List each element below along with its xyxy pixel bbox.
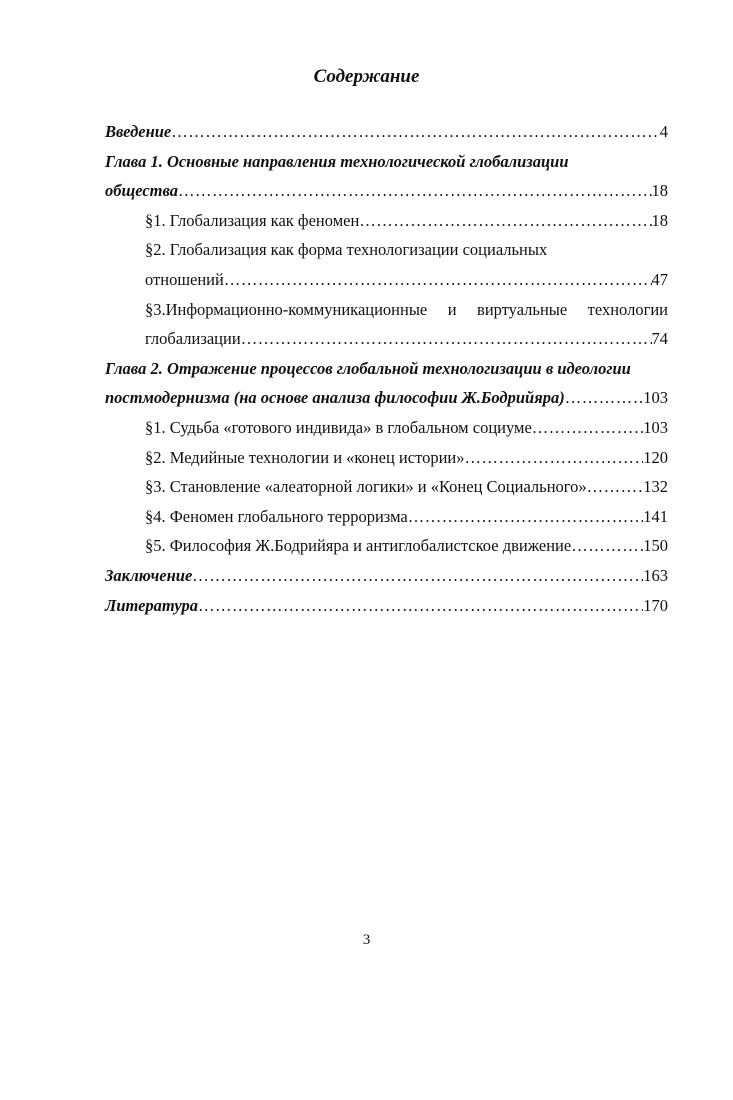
toc-entry-label: Глава 1. Основные направления технологической глобализации <box>105 151 569 171</box>
toc-entry-label: §4. Феномен глобального терроризма <box>145 506 408 526</box>
toc-entry-s2-2 <box>105 448 668 478</box>
toc-entry-label: §3. Становление «алеаторной логики» и «Конец Социального» <box>145 477 587 497</box>
toc-entry-label: Заключение <box>105 565 193 585</box>
toc-page-number: 47 <box>651 269 668 289</box>
dot-leader <box>565 388 644 408</box>
toc-entry-label: постмодернизма (на основе анализа философии Ж.Бодрийяра) <box>105 388 565 408</box>
toc-entry-chapter1-line1 <box>105 152 668 182</box>
dot-leader <box>192 566 643 586</box>
toc-page-number: 163 <box>643 565 668 585</box>
toc-entry-label: Введение <box>105 122 172 141</box>
toc-entry-chapter1-line2 <box>105 181 668 211</box>
dot-leader <box>532 418 643 438</box>
toc-entry-s1-1 <box>105 211 668 241</box>
toc-page-number: 103 <box>643 388 668 408</box>
toc-entry-s1-3-line1: §3.Информационно-коммуникационные и виртуальные технологии <box>145 299 668 319</box>
toc-entry-label: общества <box>105 181 179 201</box>
dot-leader <box>171 122 659 142</box>
toc-entry-s1-2-line2 <box>105 270 668 300</box>
table-of-contents <box>105 122 668 625</box>
toc-page-number: 18 <box>651 210 668 230</box>
toc-entry-s1-3-line2 <box>105 329 668 359</box>
toc-entry-label: §2. Медийные технологии и «конец истории» <box>145 447 465 467</box>
toc-entry-label: отношений <box>145 269 224 289</box>
dot-leader <box>571 536 643 556</box>
toc-page-number: 74 <box>651 329 668 349</box>
dot-leader <box>408 507 644 527</box>
toc-page-number: 170 <box>643 595 668 615</box>
dot-leader <box>178 181 651 201</box>
toc-page-number: 132 <box>643 477 668 497</box>
page-title: Содержание <box>313 66 420 87</box>
dot-leader <box>587 477 644 497</box>
toc-entry-label: Литература <box>105 595 198 615</box>
toc-entry-chapter2-line2 <box>105 388 668 418</box>
toc-entry-s2-4 <box>105 507 668 537</box>
toc-page-number: 120 <box>643 447 668 467</box>
dot-leader <box>224 270 652 290</box>
dot-leader <box>359 211 651 231</box>
toc-entry-literature <box>105 596 668 626</box>
toc-entry-s2-3 <box>105 477 668 507</box>
toc-page-number: 4 <box>659 122 668 141</box>
toc-page-number: 150 <box>643 536 668 556</box>
toc-page-number: 18 <box>651 181 668 201</box>
toc-page-number: 103 <box>643 417 668 437</box>
toc-entry-label: §1. Судьба «готового индивида» в глобальном социуме <box>145 417 532 437</box>
page-number: 3 <box>362 932 371 948</box>
toc-entry-conclusion <box>105 566 668 596</box>
toc-entry-label: §2. Глобализация как форма технологизации социальных <box>145 240 548 260</box>
toc-entry-s2-1 <box>105 418 668 448</box>
toc-entry-s1-2-line1 <box>105 240 668 270</box>
toc-entry-intro <box>105 122 668 152</box>
toc-entry-chapter2-line1 <box>105 359 668 389</box>
toc-entry-s2-5 <box>105 536 668 566</box>
toc-entry-label: Глава 2. Отражение процессов глобальной технологизации в идеологии <box>105 358 631 378</box>
dot-leader <box>198 596 643 616</box>
dot-leader <box>241 329 652 349</box>
dot-leader <box>465 448 644 468</box>
toc-entry-label: глобализации <box>145 329 241 349</box>
toc-entry-label: §1. Глобализация как феномен <box>145 210 360 230</box>
toc-entry-label: §5. Философия Ж.Бодрийяра и антиглобалистское движение <box>145 536 572 556</box>
toc-page-number: 141 <box>643 506 668 526</box>
